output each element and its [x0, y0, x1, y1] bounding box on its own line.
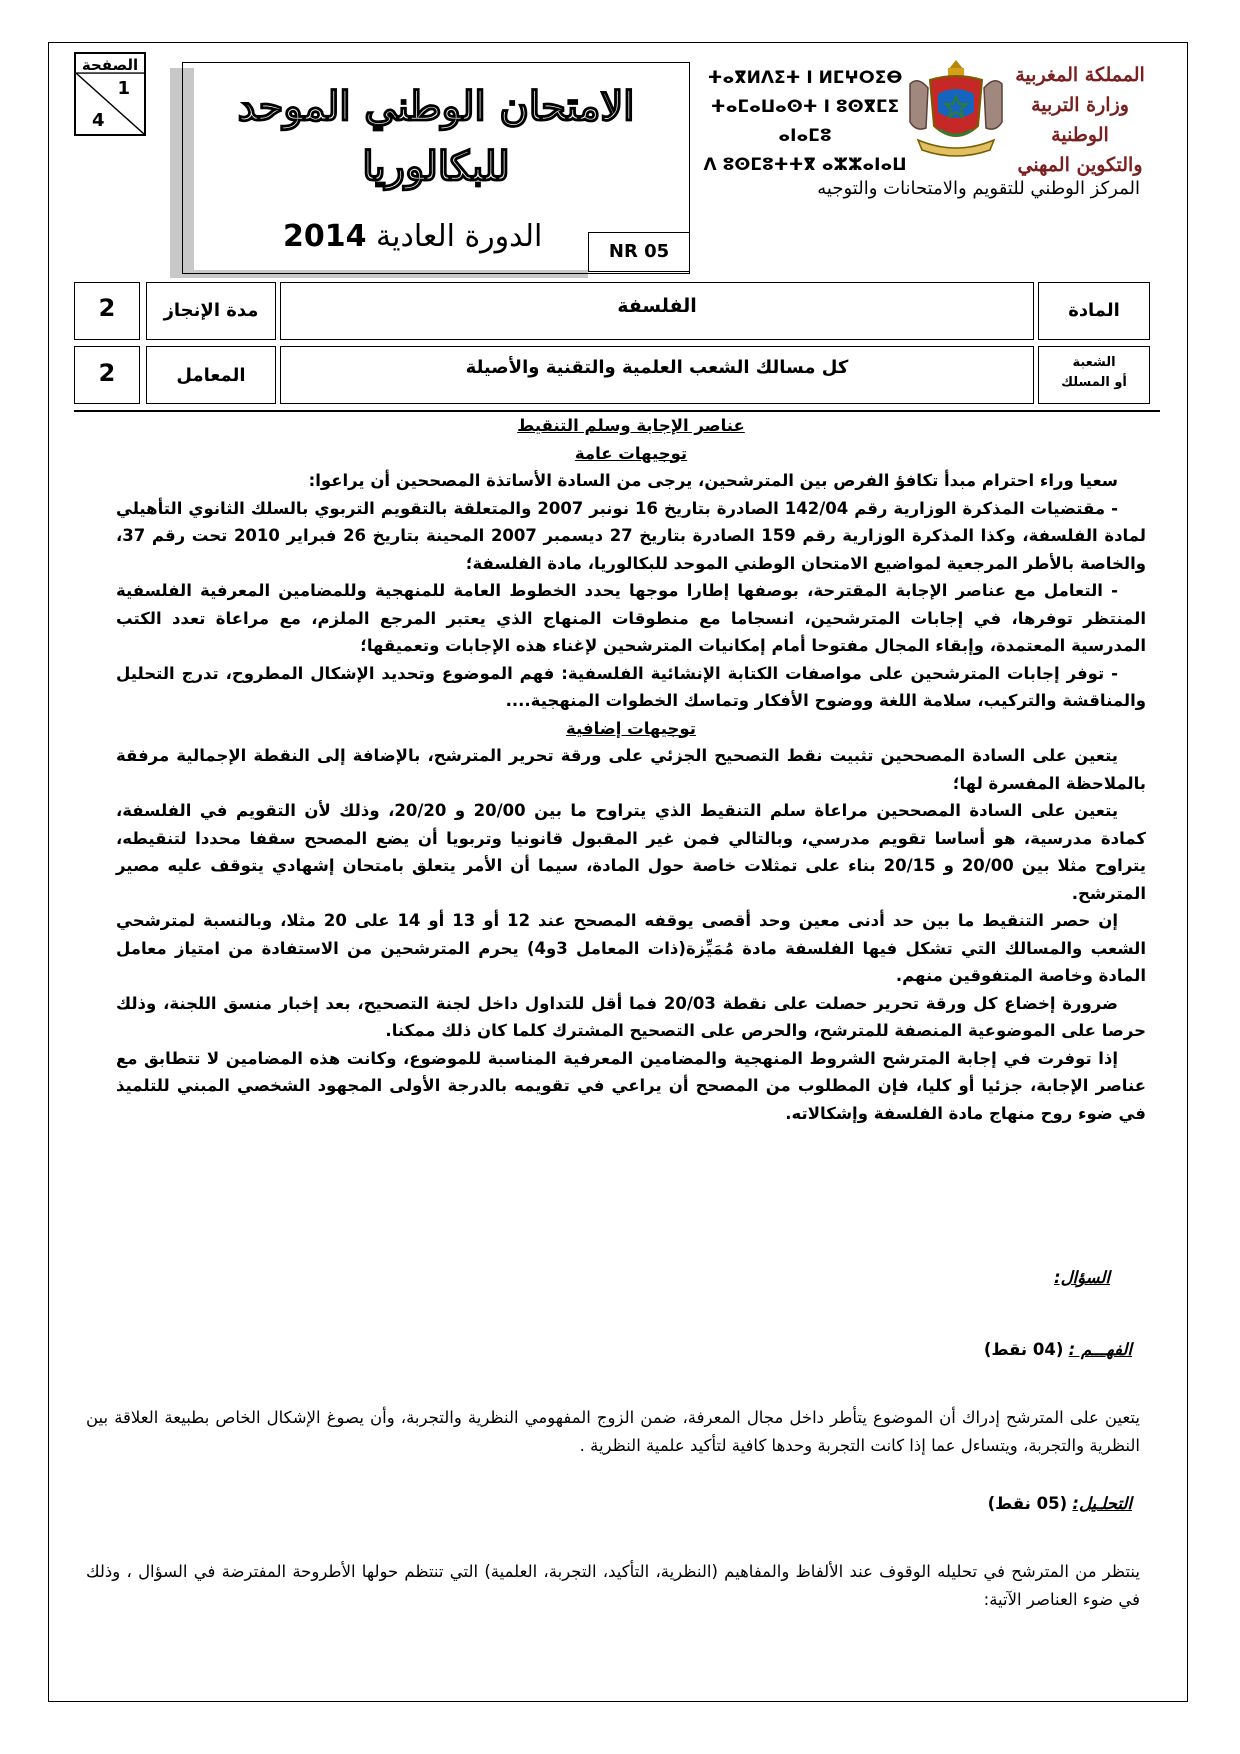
understanding-text: يتعين على المترشح إدراك أن الموضوع يتأطر داخل مجال المعرفة، ضمن الزوج المفهومي النظرية والتجربة، وأن يصوغ الإشكال الخاص بطبيعة العلاقة بين النظرية والتجربة، ويتساءل عما إذا كانت التجربة وحدها كافية لتأكيد علمية النظرية . — [86, 1408, 1140, 1455]
analysis-heading — [988, 1494, 1132, 1513]
duration-label: مدة الإنجاز — [146, 282, 276, 340]
additional-paragraph-1: يتعين على السادة المصححين تثبيت نقط التصحيح الجزئي على ورقة تحرير المترشح، بالإضافة إلى النقطة الإجمالية مرفقة بالملاحظة المفسرة لها؛ — [116, 746, 1146, 793]
question-heading: السؤال: — [1053, 1268, 1110, 1287]
additional-guidelines-title: توجيهات إضافية — [566, 718, 696, 738]
understanding-points: (04 نقط) — [983, 1340, 1064, 1359]
branch-label — [1038, 346, 1150, 404]
guideline-bullet-3: - توفر إجابات المترشحين على مواصفات الكتابة الإنشائية الفلسفية: فهم الموضوع وتحديد الإشكال المطروح، تدرج التحليل والمناقشة والتركيب، سلامة اللغة ووضوح الأفكار وتماسك الخطوات المنهجية.... — [116, 663, 1146, 710]
coat-of-arms-icon — [900, 54, 1012, 162]
page-total: 4 — [92, 110, 105, 131]
coefficient-label: المعامل — [146, 346, 276, 404]
guidelines-intro: سعيا وراء احترام مبدأ تكافؤ الفرص بين المترشحين، يرجى من السادة الأساتذة المصححين أن يراعوا: — [308, 471, 1118, 490]
page-current: 1 — [117, 78, 130, 99]
answer-key-heading: عناصر الإجابة وسلم التنقيط — [517, 416, 745, 435]
exam-subtitle: للبكالوريا — [362, 143, 510, 190]
additional-paragraph-4: ضرورة إخضاع كل ورقة تحرير حصلت على نقطة 20/03 فما أقل للتداول داخل لجنة التصحيح، بعد إخبار منسق اللجنة، وذلك حرصا على الموضوعية المنصفة للمترشح، والحرص على التصحيح المشترك كلما كان ذلك ممكنا. — [116, 993, 1146, 1040]
kingdom-line-1: المملكة المغربية — [1015, 64, 1145, 86]
guideline-bullet-2: - التعامل مع عناصر الإجابة المقترحة، بوصفها إطارا موجها يحدد الخطوط العامة للمنهجية وللمضامين المعرفية الفلسفية المنتظر توفرها، في إجابات المترشحين، انسجاما مع منطوقات المنهاج الذي يعتبر المرجع الملزم، مع مراعاة تعدد الكتب المدرسية المعتمدة، وإبقاء المجال مفتوحا أمام إمكانيات المترشحين لإغناء هذه الإجابات وتعميقها؛ — [116, 581, 1146, 655]
branch-label-line-1: الشعبة — [1072, 355, 1116, 370]
analysis-points: (05 نقط) — [987, 1494, 1068, 1513]
branch-label-line-2: أو المسلك — [1061, 375, 1127, 390]
understanding-heading — [984, 1340, 1132, 1359]
general-guidelines-title: توجيهات عامة — [574, 443, 688, 463]
session-year: 2014 — [283, 219, 367, 254]
exam-session — [283, 219, 542, 254]
tifinagh-line-2: ⵜⴰⵎⴰⵡⴰⵙⵜ ⵏ ⵓⵙⴳⵎⵉ ⴰⵏⴰⵎⵓ — [710, 97, 900, 146]
understanding-label: الفهـــم : — [1068, 1340, 1132, 1359]
page-label: الصفحة — [81, 56, 139, 74]
exam-title: الامتحان الوطني الموحد — [237, 83, 635, 130]
analysis-label: التحلـيل: — [1072, 1494, 1132, 1513]
kingdom-line-3: والتكوين المهني — [1017, 154, 1143, 176]
subject-label: المادة — [1038, 282, 1150, 340]
page-number-box — [74, 52, 146, 136]
question-label — [1054, 1268, 1110, 1287]
duration-value: 2 — [74, 282, 140, 340]
national-center-name: المركز الوطني للتقويم والامتحانات والتوجيه — [817, 178, 1140, 199]
subject-value: الفلسفة — [280, 282, 1034, 340]
session-text: الدورة العادية — [376, 219, 543, 254]
tifinagh-line-3: ⴷ ⵓⵙⵎⵓⵜⵜⴳ ⴰⵣⵣⴰⵏⴰⵡ — [703, 155, 907, 175]
ministry-header — [1010, 60, 1150, 180]
tifinagh-header — [700, 64, 910, 180]
coefficient-value: 2 — [74, 346, 140, 404]
additional-paragraph-3: إن حصر التنقيط ما بين حد أدنى معين وحد أقصى يوقفه المصحح عند 12 أو 13 أو 14 على 20 مثلا، وبالنسبة لمترشحي الشعب والمسالك التي تشكل فيها الفلسفة مادة مُمَيِّزة(ذات المعامل 3و4) يحرم المترشحين من الاستفادة من امتياز معامل المادة وخاصة المتفوقين منهم. — [116, 911, 1146, 985]
exam-code: NR 05 — [588, 232, 690, 272]
tifinagh-line-1: ⵜⴰⴳⵍⴷⵉⵜ ⵏ ⵍⵎⵖⵔⵉⴱ — [707, 68, 903, 88]
additional-paragraph-2: يتعين على السادة المصححين مراعاة سلم التنقيط الذي يتراوح ما بين 20/00 و 20/20، وذلك لأن التقويم في الفلسفة، كمادة مدرسية، هو أساسا تقويم مدرسي، وبالتالي فمن غير المقبول قانونيا وتربويا أن يضع المصحح سقفا محددا لتنقيطه، يتراوح مثلا بين 20/00 و 20/15 بناء على تمثلات خاصة حول المادة، سيما أن الأمر يتعلق بامتحان إشهادي يتوقف عليه مصير المترشح. — [116, 801, 1146, 903]
analysis-text: ينتظر من المترشح في تحليله الوقوف عند الألفاظ والمفاهيم (النظرية، التأكيد، التجربة، العلمية) التي تنتظم حولها الأطروحة المفترضة في السؤال ، وذلك في ضوء العناصر الآتية: — [86, 1562, 1140, 1609]
grading-guidelines — [116, 412, 1146, 1127]
kingdom-line-2: وزارة التربية الوطنية — [1031, 94, 1129, 146]
guideline-bullet-1: - مقتضيات المذكرة الوزارية رقم 142/04 الصادرة بتاريخ 16 نونبر 2007 والمتعلقة بالتقويم التربوي بالسلك الثانوي التأهيلي لمادة الفلسفة، وكذا المذكرة الوزارية رقم 159 الصادرة بتاريخ 27 ديسمبر 2007 المحينة بتاريخ 26 فبراير 2010 تحت رقم 37، والخاصة بالأطر المرجعية لمواضيع الامتحان الوطني الموحد للبكالوريا، مادة الفلسفة؛ — [116, 498, 1146, 573]
additional-paragraph-5: إذا توفرت في إجابة المترشح الشروط المنهجية والمضامين المعرفية المناسبة للموضوع، وكانت هذه المضامين لا تتطابق مع عناصر الإجابة، جزئيا أو كليا، فإن المطلوب من المصحح أن يراعي في تقويمه بالدرجة الأولى المجهود الشخصي المبني للتلميذ في ضوء روح منهاج مادة الفلسفة وإشكالاته. — [116, 1048, 1146, 1123]
branch-value: كل مسالك الشعب العلمية والتقنية والأصيلة — [280, 346, 1034, 404]
